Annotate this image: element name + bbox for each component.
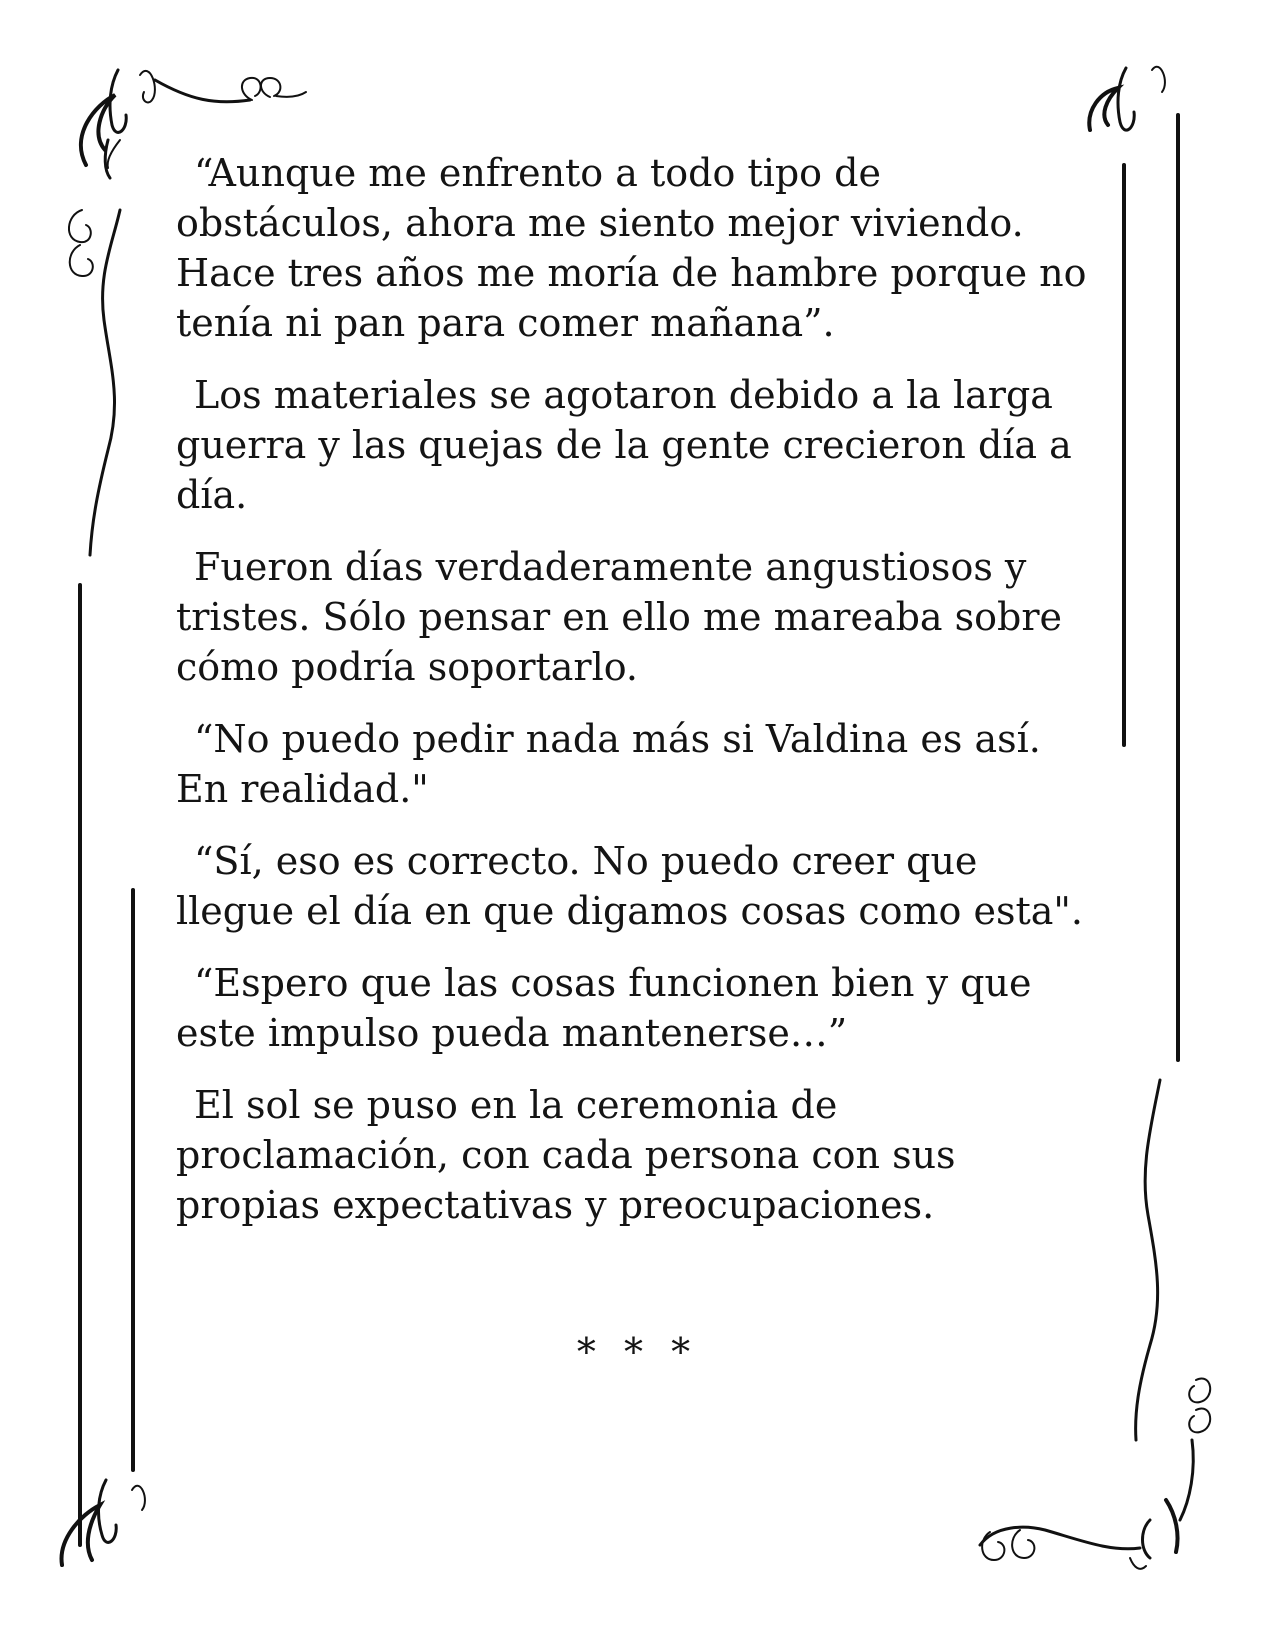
paragraph-6: “Espero que las cosas funcionen bien y que este impulso pueda mantenerse…” <box>176 961 1032 1055</box>
section-separator: * * * <box>576 1330 699 1374</box>
paragraph-3: Fueron días verdaderamente angustiosos y tristes. Sólo pensar en ello me mareaba sobre cómo podría soportarlo. <box>176 545 1063 689</box>
bottom-left-flourish-icon <box>62 1480 145 1565</box>
bottom-right-flourish-icon <box>980 1500 1178 1569</box>
paragraph-1: “Aunque me enfrento a todo tipo de obstáculos, ahora me siento mejor viviendo. Hace tres años me moría de hambre porque no tenía ni pan para comer mañana”. <box>176 151 1087 345</box>
paragraph-4: “No puedo pedir nada más si Valdina es así. En realidad." <box>176 717 1041 811</box>
right-scroll-curl-icon <box>1136 1080 1211 1520</box>
left-scroll-curl-icon <box>69 140 120 555</box>
paragraph-7: El sol se puso en la ceremonia de proclamación, con cada persona con sus propias expectativas y preocupaciones. <box>176 1083 956 1227</box>
top-right-flourish-icon <box>1089 67 1165 130</box>
paragraph-5: “Sí, eso es correcto. No puedo creer que llegue el día en que digamos cosas como esta". <box>176 839 1083 933</box>
text-body <box>176 148 1096 1252</box>
paragraph-2: Los materiales se agotaron debido a la larga guerra y las quejas de la gente crecieron día a día. <box>176 373 1072 517</box>
